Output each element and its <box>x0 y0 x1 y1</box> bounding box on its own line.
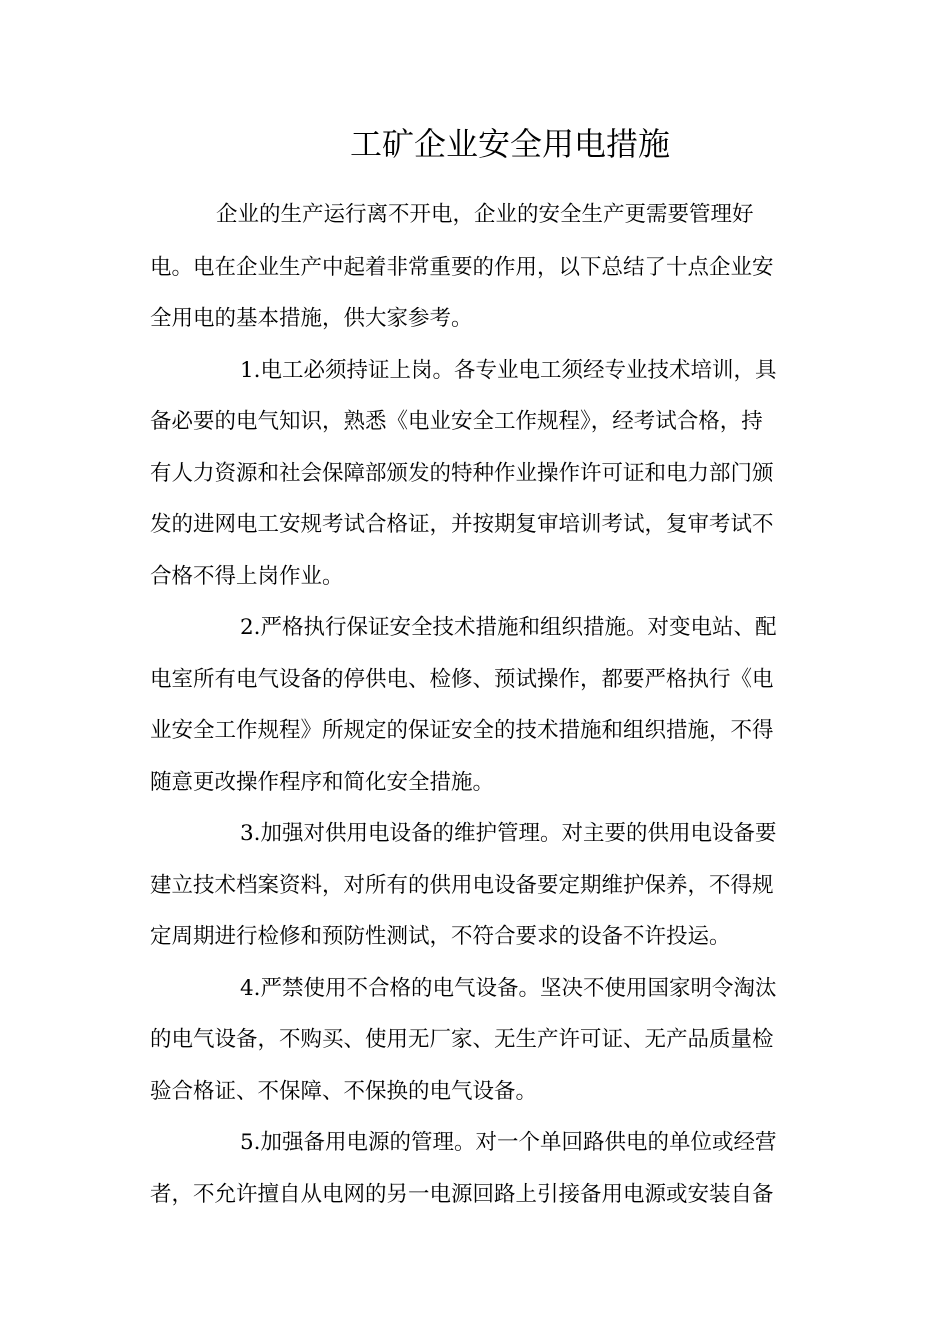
item-line: 有人力资源和社会保障部颁发的特种作业操作许可证和电力部门颁 <box>150 461 774 486</box>
item-line: 合格不得上岗作业。 <box>150 564 344 589</box>
item-line: 建立技术档案资料，对所有的供用电设备要定期维护保养，不得规 <box>150 873 774 898</box>
item-line: 定周期进行检修和预防性测试，不符合要求的设备不许投运。 <box>150 924 731 949</box>
item-line: 发的进网电工安规考试合格证，并按期复审培训考试，复审考试不 <box>150 512 774 537</box>
item-line: 2.严格执行保证安全技术措施和组织措施。对变电站、配 <box>240 615 777 640</box>
item-line: 备必要的电气知识，熟悉《电业安全工作规程》，经考试合格，持 <box>150 409 763 434</box>
item-line: 者，不允许擅自从电网的另一电源回路上引接备用电源或安装自备 <box>150 1182 774 1207</box>
intro-line: 全用电的基本措施，供大家参考。 <box>150 306 473 331</box>
item-line: 5.加强备用电源的管理。对一个单回路供电的单位或经营 <box>240 1130 777 1155</box>
item-line: 电室所有电气设备的停供电、检修、预试操作，都要严格执行《电 <box>150 667 774 692</box>
intro-line: 企业的生产运行离不开电，企业的安全生产更需要管理好 <box>216 202 754 227</box>
document-title: 工矿企业安全用电措施 <box>349 125 670 163</box>
item-line: 3.加强对供用电设备的维护管理。对主要的供用电设备要 <box>240 821 777 846</box>
item-line: 验合格证、不保障、不保换的电气设备。 <box>150 1079 538 1104</box>
item-line: 业安全工作规程》所规定的保证安全的技术措施和组织措施，不得 <box>150 718 774 743</box>
item-line: 1.电工必须持证上岗。各专业电工须经专业技术培训，具 <box>240 358 777 383</box>
item-line: 4.严禁使用不合格的电气设备。坚决不使用国家明令淘汰 <box>240 976 777 1001</box>
item-line: 随意更改操作程序和简化安全措施。 <box>150 770 495 795</box>
intro-line: 电。电在企业生产中起着非常重要的作用，以下总结了十点企业安 <box>150 255 774 280</box>
item-line: 的电气设备，不购买、使用无厂家、无生产许可证、无产品质量检 <box>150 1027 774 1052</box>
